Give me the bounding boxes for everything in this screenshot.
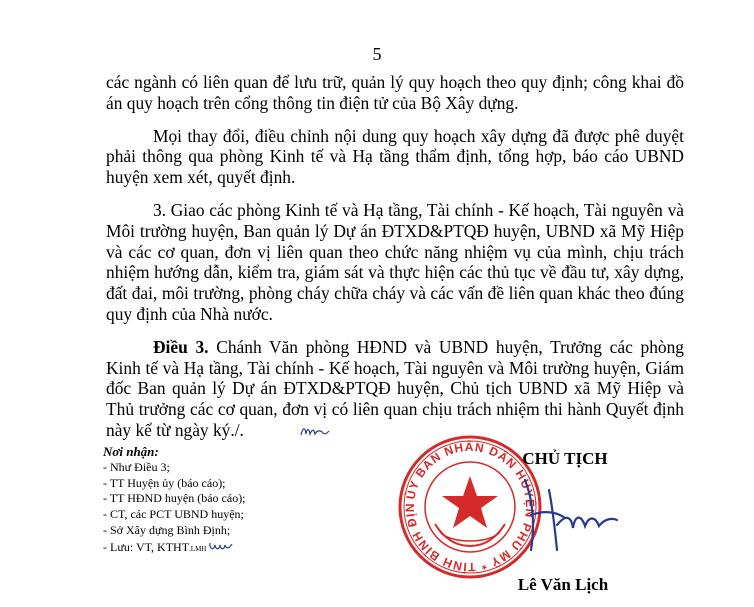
recipient-item: - TT HĐND huyện (báo cáo);: [103, 491, 246, 506]
paragraph-amendments: Mọi thay đổi, điều chỉnh nội dung quy hoạch xây dựng đã được phê duyệt phải thông qua phòng Kinh tế và Hạ tầng thẩm định, tổng hợp, báo cáo UBND huyện xem xét, quyết định.: [106, 125, 684, 188]
recipient-item-archive: [103, 539, 363, 558]
handwritten-signature-icon: [505, 470, 635, 565]
paragraph-clause-3: 3. Giao các phòng Kinh tế và Hạ tầng, Tài chính - Kế hoạch, Tài nguyên và Môi trường huyện, Ban quản lý Dự án ĐTXD&PTQĐ huyện, UBND xã Mỹ Hiệp và các cơ quan, đơn vị liên quan theo chức năng nhiệm vụ của mình, chịu trách nhiệm hướng dẫn, kiểm tra, giám sát và thực hiện các thủ tục về đầu tư, xây dựng, đất đai, môi trường, phòng cháy chữa cháy và các vấn đề liên quan khác theo đúng quy định của Nhà nước.: [106, 199, 684, 324]
paragraph-article-3: [106, 337, 684, 443]
decision-body: [106, 72, 684, 442]
recipient-item: - CT, các PCT UBND huyện;: [103, 507, 244, 522]
archive-label: - Lưu: VT, KTHT: [103, 539, 190, 554]
paragraph-continuation: các ngành có liên quan để lưu trữ, quản lý quy hoạch theo quy định; công khai đồ án quy hoạch trên cổng thông tin điện tử của Bộ Xây dựng.: [106, 72, 684, 113]
recipient-item: - Sở Xây dựng Bình Định;: [103, 522, 231, 537]
signer-name: Lê Văn Lịch: [517, 575, 609, 594]
recipients-block: [103, 444, 363, 558]
clerk-initial-icon: [208, 539, 234, 558]
svg-text:ỦY BAN NHÂN DÂN HUYỆN PHÙ MỸ *: ỦY BAN NHÂN DÂN HUYỆN PHÙ MỸ * TỈNH BÌNH ĐỊN: [402, 439, 538, 575]
article-3-label: Điều 3.: [153, 336, 209, 357]
page-number: 5: [372, 44, 382, 64]
recipient-item: - TT Huyện ủy (báo cáo);: [103, 475, 226, 490]
recipients-list: [103, 460, 363, 558]
recipients-heading: Nơi nhận:: [103, 444, 159, 459]
article-3-text: Chánh Văn phòng HĐND và UBND huyện, Trưởng các phòng Kinh tế và Hạ tầng, Tài chính - Kế hoạch, Tài nguyên và Môi trường huyện, Giám đốc Ban quản lý Dự án ĐTXD&PTQĐ huyện, Chủ tịch UBND xã Mỹ Hiệp và Thủ trưởng các cơ quan, đơn vị có liên quan chịu trách nhiệm thi hành Quyết định này kể từ ngày ký./.: [106, 336, 684, 440]
signer-position: CHỦ TỊCH: [522, 449, 608, 468]
archive-suffix: .LMH: [189, 544, 207, 553]
initial-mark-icon: [252, 422, 331, 443]
recipient-item: - Như Điều 3;: [103, 459, 170, 474]
